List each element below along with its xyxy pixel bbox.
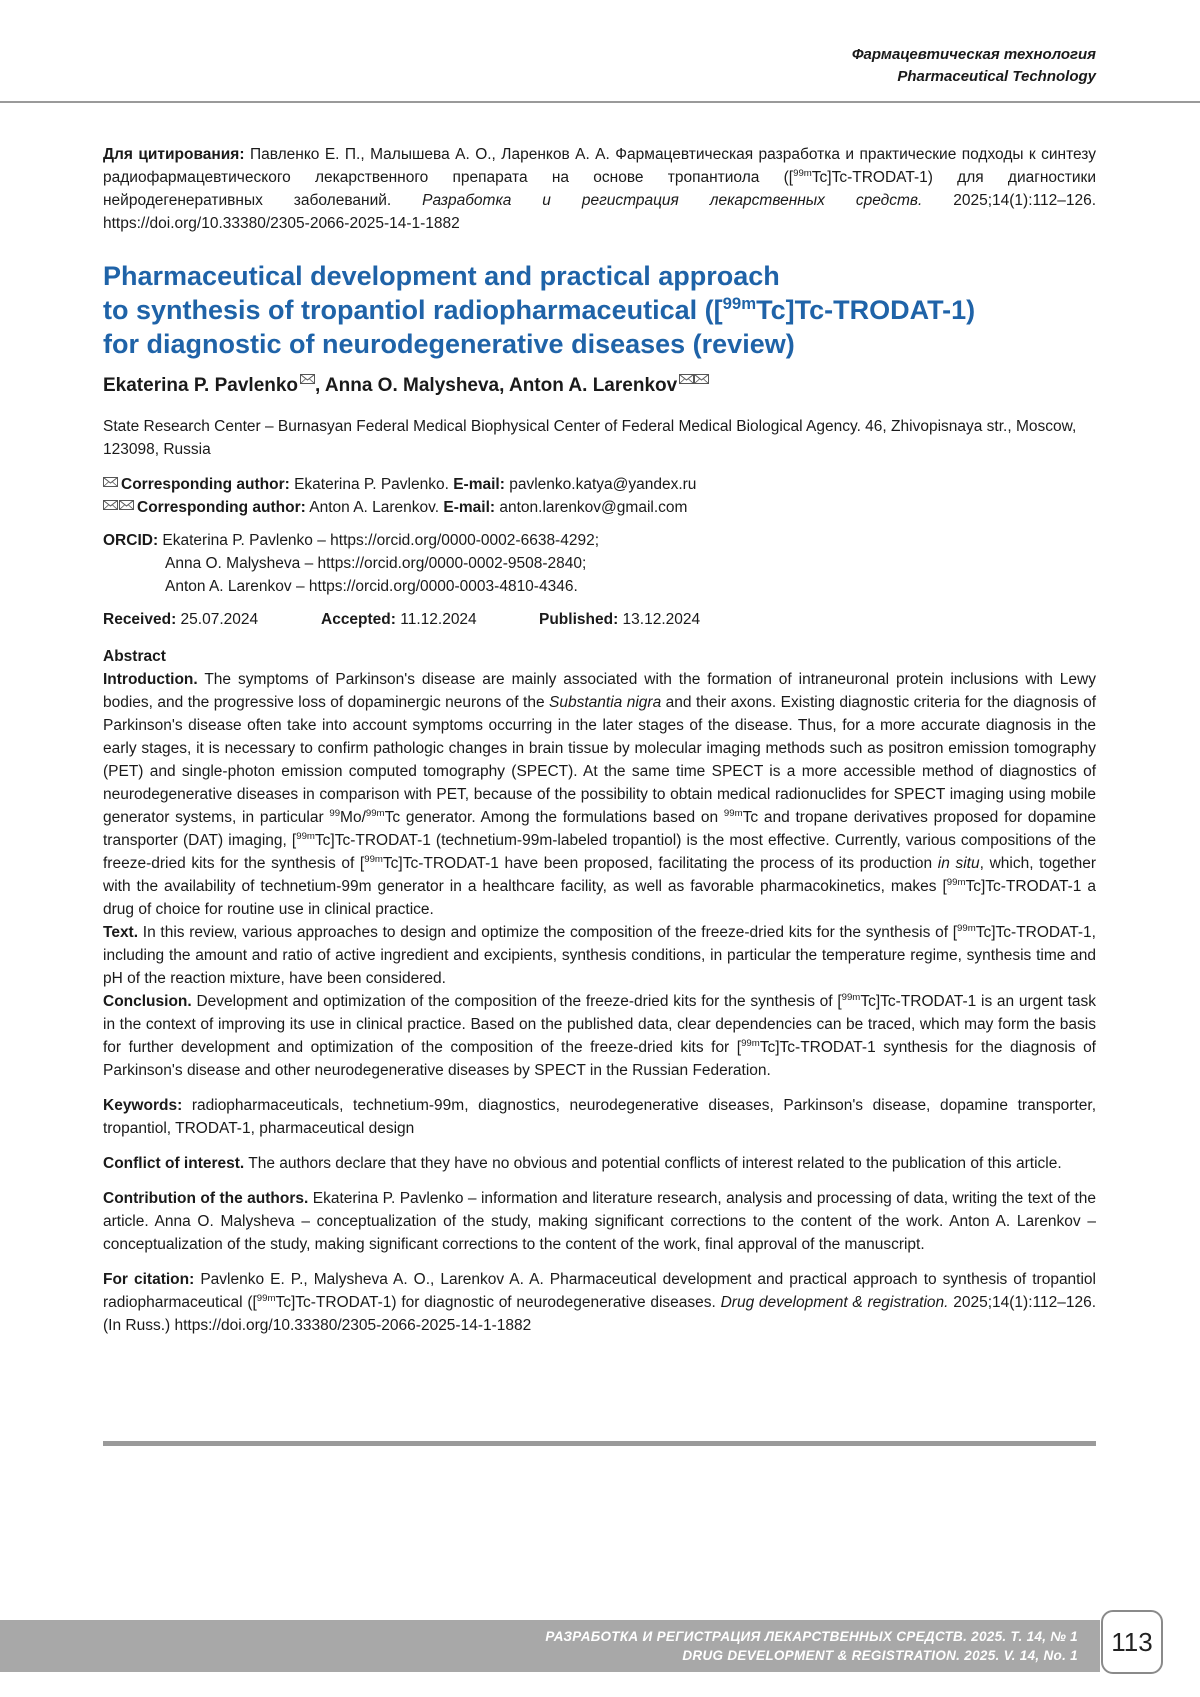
text-label: Text. bbox=[103, 924, 139, 941]
citation-ru-doi[interactable]: https://doi.org/10.33380/2305-2066-2025-14-1-1882 bbox=[103, 215, 460, 232]
citation-en-text-b: Tc]Tc-TRODAT-1) for diagnostic of neurodegenerative diseases. bbox=[275, 1294, 716, 1311]
running-header bbox=[852, 44, 1096, 88]
conclusion-label: Conclusion. bbox=[103, 993, 192, 1010]
envelope-icon bbox=[119, 500, 134, 510]
abstract-text bbox=[103, 921, 1096, 990]
accepted-label: Accepted: bbox=[321, 611, 396, 628]
received-label: Received: bbox=[103, 611, 177, 628]
email-link[interactable]: anton.larenkov@gmail.com bbox=[499, 499, 688, 516]
corresponding-label: Corresponding author: bbox=[137, 499, 306, 516]
keywords-text: radiopharmaceuticals, technetium-99m, diagnostics, neurodegenerative diseases, Parkinson's disease, dopamine transporter, tropantiol, TRODAT-1, pharmaceutical design bbox=[103, 1097, 1097, 1137]
title-line-2: to synthesis of tropantiol radiopharmaceutical ([ bbox=[103, 295, 723, 325]
contribution-text: Ekaterina P. Pavlenko – information and literature research, analysis and processing of data, writing the text of the article. Anna O. Malysheva – conceptualization of the study, making significant corrections to the content of the work. Anton A. Larenkov – conceptualization of the study, making significant corrections to the content of the work, final approval of the manuscript. bbox=[103, 1190, 1097, 1253]
author-2-3: , Anna O. Malysheva, Anton A. Larenkov bbox=[315, 375, 678, 396]
corresponding-author-2 bbox=[103, 496, 1096, 519]
conflict-text: The authors declare that they have no obvious and potential conflicts of interest related to the publication of this article. bbox=[248, 1155, 1062, 1172]
footer-line-ru: РАЗРАБОТКА И РЕГИСТРАЦИЯ ЛЕКАРСТВЕННЫХ СРЕДСТВ. 2025. Т. 14, № 1 bbox=[545, 1629, 1078, 1644]
intro-text: Tc]Tc-TRODAT-1 have been proposed, facilitating the process of its production bbox=[382, 855, 933, 872]
corresponding-authors bbox=[103, 473, 1096, 519]
abstract-title: Abstract bbox=[103, 648, 166, 665]
text-body: In this review, various approaches to design and optimize the composition of the freeze-dried kits for the synthesis of [ bbox=[142, 924, 958, 941]
footer-line-en: DRUG DEVELOPMENT & REGISTRATION. 2025. V. 14, No. 1 bbox=[682, 1648, 1078, 1663]
sup: 99m bbox=[723, 807, 743, 819]
citation-en-label: For citation: bbox=[103, 1271, 195, 1288]
keywords-label: Keywords: bbox=[103, 1097, 183, 1114]
conflict-of-interest bbox=[103, 1152, 1096, 1175]
citation-ru-text: Павленко Е. П., Малышева А. О., Ларенков А. А. Фармацевтическая разработка и практические подходы к синтезу радиофармацевтического лекарственного препарата на основе тропантиола ([ bbox=[103, 146, 1096, 186]
accepted-value: 11.12.2024 bbox=[400, 611, 477, 628]
citation-ru-tail: 2025;14(1):112–126. bbox=[953, 192, 1096, 209]
corresponding-name: Anton A. Larenkov. bbox=[309, 499, 440, 516]
sup: 99m bbox=[946, 876, 966, 888]
contribution-label: Contribution of the authors. bbox=[103, 1190, 309, 1207]
affiliation: State Research Center – Burnasyan Federal Medical Biophysical Center of Federal Medical Biological Agency. 46, Zhivopisnaya str., Moscow, 123098, Russia bbox=[103, 418, 1077, 458]
text-body: Tc]Tc-TRODAT-1, including the amount and ratio of active ingredient and excipients, synthesis conditions, in particular the temperature regime, synthesis time and pH of the reaction mixture, have been considered. bbox=[103, 924, 1096, 987]
title-line-2-end: Tc]Tc-TRODAT-1) bbox=[756, 295, 976, 325]
title-sup: 99m bbox=[722, 294, 757, 313]
intro-italic: in situ bbox=[937, 855, 980, 872]
envelope-icon bbox=[300, 374, 315, 384]
envelope-icon bbox=[103, 477, 118, 487]
sup: 99m bbox=[296, 830, 315, 842]
intro-text: and their axons. Existing diagnostic criteria for the diagnosis of Parkinson's disease often take into account symptoms occurring in the later stages of the disease. Thus, for a more accurate diagnosis in the early stages, it is necessary to confirm pathologic changes in brain tissue by molecular imaging methods such as positron emission tomography (PET) and single-photon emission computed tomography (SPECT). At the same time SPECT is a more accessible method of diagnostics of neurodegenerative diseases in comparison with PET, because of the possibility to obtain medical radionuclides for SPECT imaging using mobile generator systems, in particular bbox=[103, 694, 1096, 826]
published-date bbox=[539, 608, 757, 631]
conflict-label: Conflict of interest. bbox=[103, 1155, 245, 1172]
corresponding-label: Corresponding author: bbox=[121, 476, 290, 493]
publication-dates bbox=[103, 608, 1096, 631]
keywords bbox=[103, 1094, 1096, 1140]
citation-en-tail[interactable]: 2025;14(1):112–126. (In Russ.) https://doi.org/10.33380/2305-2066-2025-14-1-1882 bbox=[103, 1294, 1097, 1334]
intro-text: Tc]Tc-TRODAT-1 a drug of choice for routine use in clinical practice. bbox=[103, 878, 1096, 918]
email-label: E-mail: bbox=[443, 499, 496, 516]
conclusion-text: Tc]Tc-TRODAT-1 is an urgent task in the context of improving its use in clinical practice. Based on the published data, clear dependencies can be traced, which may form the basis for further development and optimization of the composition of the freeze-dried kits for [ bbox=[103, 993, 1097, 1056]
citation-en-text: Pavlenko E. P., Malysheva A. O., Larenkov A. A. Pharmaceutical development and practical approach to synthesis of tropantiol radiopharmaceutical ([ bbox=[103, 1271, 1096, 1311]
intro-text: Tc]Tc-TRODAT-1 (technetium-99m-labeled tropantiol) is the most effective. Currently, various compositions of the freeze-dried kits for the synthesis of [ bbox=[103, 832, 1097, 872]
intro-text: The symptoms of Parkinson's disease are mainly associated with the formation of intraneuronal protein inclusions with Lewy bodies, and the progressive loss of dopaminergic neurons of the bbox=[103, 671, 1096, 711]
orcid-line-2[interactable]: Anna O. Malysheva – https://orcid.org/0000-0002-9508-2840; bbox=[165, 555, 587, 572]
intro-italic: Substantia nigra bbox=[549, 694, 662, 711]
intro-text: Tc generator. Among the formulations based on bbox=[384, 809, 719, 826]
abstract-conclusion bbox=[103, 990, 1096, 1082]
citation-en-sup: 99m bbox=[256, 1292, 276, 1304]
header-divider bbox=[0, 101, 1200, 103]
intro-text: , which, together with the availability of technetium-99m generator in a healthcare facility, as well as favorable pharmacokinetics, makes [ bbox=[103, 855, 1097, 895]
envelope-icon bbox=[103, 500, 118, 510]
email-label: E-mail: bbox=[453, 476, 505, 493]
citation-ru-text-b: Tc]Tc-TRODAT-1) для диагностики нейродегенеративных заболеваний. bbox=[103, 169, 1096, 209]
received-date bbox=[103, 608, 321, 631]
sup: 99m bbox=[365, 807, 385, 819]
corresponding-name: Ekaterina P. Pavlenko. bbox=[294, 476, 449, 493]
intro-label: Introduction. bbox=[103, 671, 198, 688]
footer-journal bbox=[545, 1627, 1078, 1665]
sup: 99m bbox=[741, 1037, 760, 1049]
citation-ru-sup: 99m bbox=[793, 167, 812, 179]
email-link[interactable]: pavlenko.katya@yandex.ru bbox=[509, 476, 697, 493]
citation-en-journal: Drug development & registration. bbox=[720, 1294, 949, 1311]
envelope-icon bbox=[679, 374, 694, 384]
intro-text: Mo/ bbox=[340, 809, 366, 826]
sup: 99 bbox=[329, 807, 341, 819]
published-label: Published: bbox=[539, 611, 619, 628]
citation-ru-journal: Разработка и регистрация лекарственных средств. bbox=[422, 192, 923, 209]
envelope-icon bbox=[694, 374, 709, 384]
sup: 99m bbox=[841, 991, 861, 1003]
corresponding-author-1 bbox=[103, 473, 1096, 496]
orcid-block bbox=[103, 529, 1096, 598]
author-list bbox=[103, 373, 1096, 399]
received-value: 25.07.2024 bbox=[180, 611, 259, 628]
article-title bbox=[103, 259, 1096, 361]
conclusion-text: Development and optimization of the composition of the freeze-dried kits for the synthesis of [ bbox=[196, 993, 842, 1010]
conclusion-text: Tc]Tc-TRODAT-1 synthesis for the diagnosis of Parkinson's disease and other neurodegenerative diseases by SPECT in the Russian Federation. bbox=[103, 1039, 1096, 1079]
citation-en bbox=[103, 1268, 1096, 1337]
title-line-3: for diagnostic of neurodegenerative diseases (review) bbox=[103, 329, 795, 359]
abstract-introduction bbox=[103, 668, 1096, 921]
page-number: 113 bbox=[1101, 1610, 1163, 1674]
orcid-line-1[interactable]: Ekaterina P. Pavlenko – https://orcid.org/0000-0002-6638-4292; bbox=[162, 532, 600, 549]
orcid-line-3[interactable]: Anton A. Larenkov – https://orcid.org/0000-0003-4810-4346. bbox=[165, 578, 578, 595]
abstract-end-divider bbox=[103, 1441, 1096, 1446]
intro-text: Tc and tropane derivatives proposed for dopamine transporter (DAT) imaging, [ bbox=[103, 809, 1096, 849]
accepted-date bbox=[321, 608, 539, 631]
article-body bbox=[103, 143, 1096, 1337]
published-value: 13.12.2024 bbox=[622, 611, 701, 628]
author-contribution bbox=[103, 1187, 1096, 1256]
title-line-1: Pharmaceutical development and practical approach bbox=[103, 261, 780, 291]
header-ru: Фармацевтическая технология bbox=[851, 46, 1096, 63]
sup: 99m bbox=[364, 853, 383, 865]
orcid-label: ORCID: bbox=[103, 532, 159, 549]
citation-ru bbox=[103, 143, 1096, 235]
citation-ru-label: Для цитирования: bbox=[103, 146, 245, 163]
header-en: Pharmaceutical Technology bbox=[897, 68, 1096, 85]
author-1: Ekaterina P. Pavlenko bbox=[103, 375, 299, 396]
sup: 99m bbox=[957, 922, 976, 934]
